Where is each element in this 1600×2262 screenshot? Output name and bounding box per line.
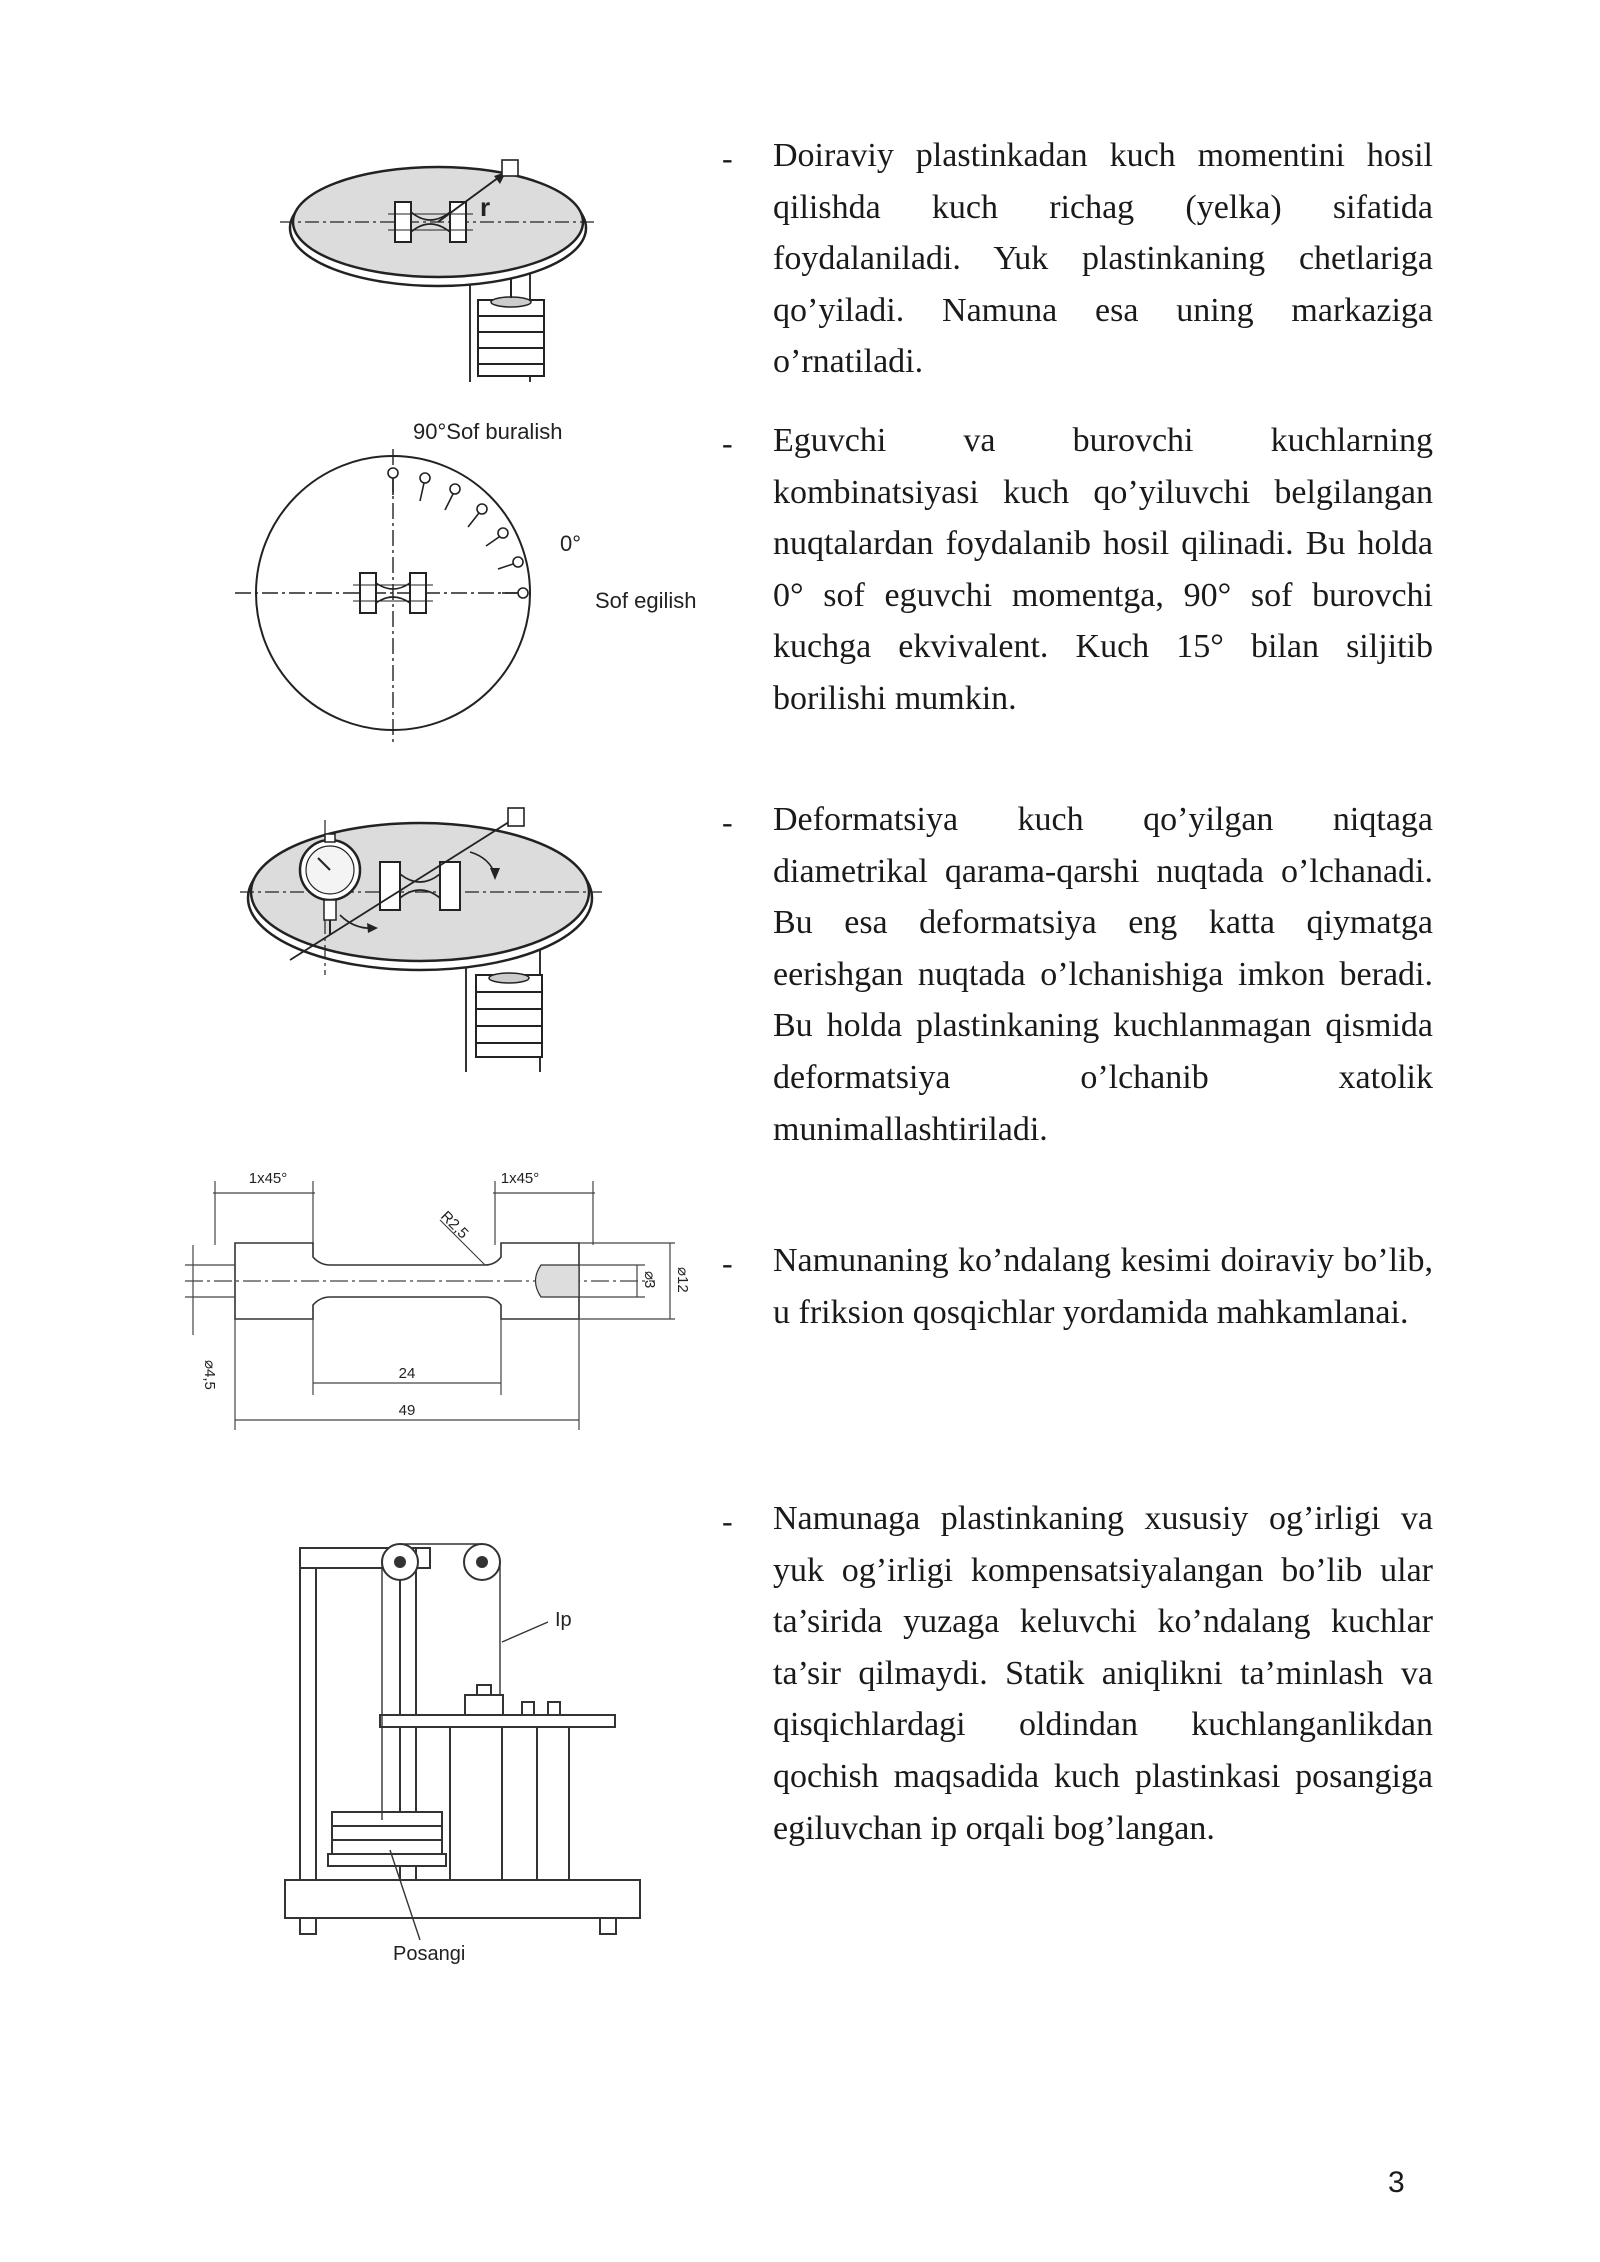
bullet-5: - (722, 1503, 733, 1539)
label-pure-torsion: 90°Sof buralish (413, 419, 563, 444)
paragraph-3: Deformatsiya kuch qo’yilgan niqtaga diametrikal qarama-qarshi nuqtada o’lchanadi. Bu esa deformatsiya eng katta qiymatga eerishgan nuqtada o’lchanishiga imkon beradi. Bu holda plastinkaning kuchlanmagan qismida deformatsiya o’lchanib xatolik munimallashtiriladi. (773, 801, 1433, 1148)
dim-chamfer-right: 1x45° (500, 1170, 540, 1187)
radius-label: r (480, 192, 491, 222)
figure-disc-dial-gauge (240, 800, 610, 1080)
dim-chamfer-left: 1x45° (248, 1170, 288, 1187)
dim-diameter-inner: ⌀3 (641, 1271, 658, 1289)
label-pure-bending: Sof egilish (595, 588, 697, 613)
paragraph-4: Namunaning ko’ndalang kesimi doiraviy bo’lib, u friksion qosqichlar yordamida mahkamlanai. (773, 1242, 1433, 1331)
paragraph-2: Eguvchi va burovchi kuchlarning kombinatsiyasi kuch qo’yiluvchi belgilangan nuqtalardan foydalanib hosil qilinadi. Bu holda 0° sof eguvchi momentga, 90° sof burovchi kuchga ekvivalent. Kuch 15° bilan siljitib borilishi mumkin. (773, 422, 1433, 717)
bullet-1: - (722, 140, 733, 176)
figure-specimen-drawing (185, 1165, 705, 1435)
label-thread: Ip (555, 1609, 572, 1631)
paragraph-5: Namunaga plastinkaning xususiy og’irligi va yuk og’irligi kompensatsiyalangan bo’lib ular ta’sirida yuzaga keluvchi ko’ndalang kuchlar ta’sir qilmaydi. Statik aniqlikni ta’minlash va qisqichlardagi oldindan kuchlanganlikdan qochish maqsadida kuch plastinkasi posangiga egiluvchan ip orqali bog’langan. (773, 1500, 1433, 1847)
figure-load-angle-diagram (230, 415, 710, 745)
paragraph-1: Doiraviy plastinkadan kuch momentini hosil qilishda kuch richag (yelka) sifatida foydalaniladi. Yuk plastinkaning chetlariga qo’yiladi. Namuna esa uning markaziga o’rnatiladi. (773, 137, 1433, 381)
bullet-3: - (722, 804, 733, 840)
dim-radius: R2,5 (437, 1207, 472, 1243)
label-zero-degree: 0° (560, 531, 582, 556)
dim-diameter-outer: ⌀12 (674, 1267, 691, 1293)
dim-diameter-left: ⌀4,5 (201, 1360, 218, 1390)
bullet-2: - (722, 425, 733, 461)
figure-disc-lever (270, 150, 610, 390)
dim-length-total: 49 (398, 1402, 416, 1419)
figure-test-rig (280, 1530, 660, 1970)
page-number: 3 (1388, 2166, 1405, 2199)
dim-length-inner: 24 (398, 1365, 416, 1382)
bullet-4: - (722, 1245, 733, 1281)
label-counterweight: Posangi (393, 1943, 466, 1965)
